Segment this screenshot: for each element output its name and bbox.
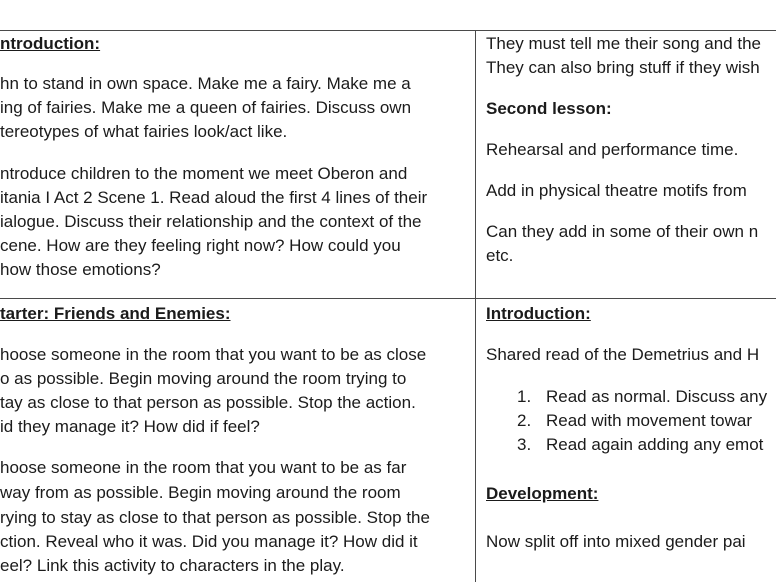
right-bottom-p1: Shared read of the Demetrius and H — [486, 345, 760, 364]
left-bottom-heading: tarter: Friends and Enemies: — [0, 304, 231, 323]
list-item-number: 3. — [517, 435, 532, 454]
left-bottom-p2-line2: way from as possible. Begin moving around the room — [0, 483, 401, 502]
right-bottom-heading2: Development: — [486, 484, 599, 503]
left-bottom-p1-line2: o as possible. Begin moving around the room trying to — [0, 369, 407, 388]
left-bottom-p1-line4: id they manage it? How did if feel? — [0, 417, 260, 436]
right-top-p3-line2: etc. — [486, 246, 514, 265]
left-bottom-p2-line4: ction. Reveal who it was. Did you manage it? How did it — [0, 532, 418, 551]
right-bottom-heading: Introduction: — [486, 304, 591, 323]
table-top-border — [0, 30, 776, 31]
left-top-p2-line4: cene. How are they feeling right now? How could you — [0, 236, 401, 255]
list-item-number: 2. — [517, 411, 532, 430]
right-top-p0-line1: They must tell me their song and the — [486, 34, 761, 53]
left-top-p2-line1: ntroduce children to the moment we meet Oberon and — [0, 164, 408, 183]
right-top-p0-line2: They can also bring stuff if they wish — [486, 58, 760, 77]
right-top-heading: Second lesson: — [486, 99, 612, 118]
list-item-number: 1. — [517, 387, 532, 406]
right-top-p1: Rehearsal and performance time. — [486, 140, 739, 159]
left-top-heading: ntroduction: — [0, 34, 101, 53]
right-bottom-p2: Now split off into mixed gender pai — [486, 532, 746, 551]
list-item-text: Read with movement towar — [546, 411, 752, 430]
right-top-p3-line1: Can they add in some of their own n — [486, 222, 759, 241]
left-bottom-p2-line5: eel? Link this activity to characters in the play. — [0, 556, 345, 575]
column-divider — [475, 30, 476, 582]
left-top-p1-line3: tereotypes of what fairies look/act like. — [0, 122, 288, 141]
row-divider — [0, 298, 776, 299]
left-bottom-p1-line3: tay as close to that person as possible. Stop the action. — [0, 393, 416, 412]
left-bottom-p1-line1: hoose someone in the room that you want to be as close — [0, 345, 427, 364]
left-top-p2-line5: how those emotions? — [0, 260, 161, 279]
left-bottom-p2-line1: hoose someone in the room that you want to be as far — [0, 458, 407, 477]
list-item-text: Read again adding any emot — [546, 435, 764, 454]
left-top-p2-line2: itania I Act 2 Scene 1. Read aloud the first 4 lines of their — [0, 188, 428, 207]
left-bottom-p2-line3: rying to stay as close to that person as possible. Stop the — [0, 508, 430, 527]
left-top-p2-line3: ialogue. Discuss their relationship and the context of the — [0, 212, 422, 231]
left-top-p1-line1: hn to stand in own space. Make me a fairy. Make me a — [0, 74, 411, 93]
list-item-text: Read as normal. Discuss any — [546, 387, 768, 406]
left-top-p1-line2: ing of fairies. Make me a queen of fairies. Discuss own — [0, 98, 412, 117]
right-top-p2: Add in physical theatre motifs from — [486, 181, 747, 200]
